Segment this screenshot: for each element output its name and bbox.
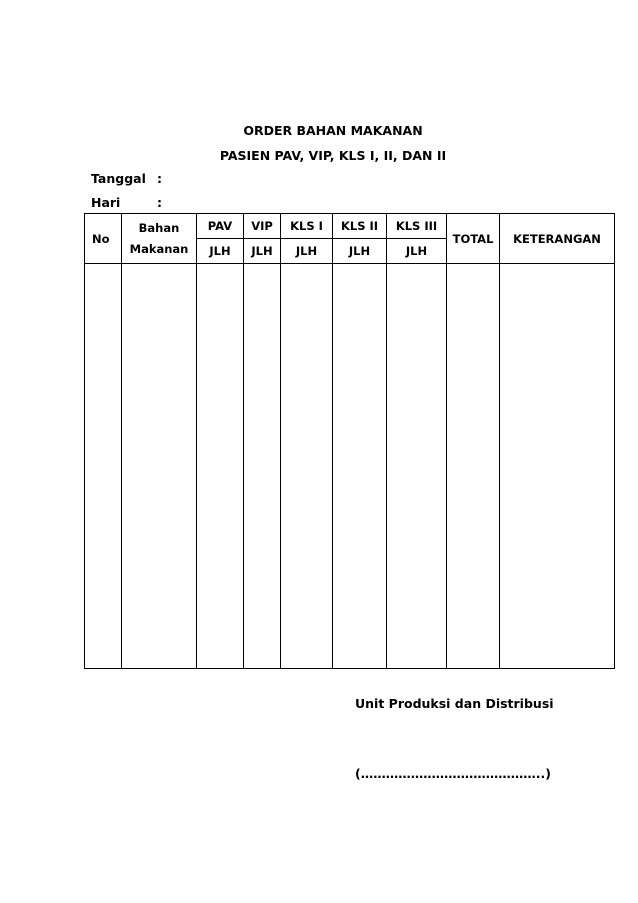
header-notes: KETERANGAN <box>500 214 615 264</box>
day-field <box>91 195 162 210</box>
subheader-jlh-kls1: JLH <box>281 239 333 264</box>
header-no: No <box>85 214 122 264</box>
header-class-kls3: KLS III <box>387 214 447 239</box>
date-label: Tanggal <box>91 171 146 186</box>
header-total: TOTAL <box>447 214 500 264</box>
cell-bahan[interactable] <box>122 264 197 669</box>
cell-kls3[interactable] <box>387 264 447 669</box>
subheader-jlh-vip: JLH <box>244 239 281 264</box>
subheader-jlh-pav: JLH <box>197 239 244 264</box>
cell-no[interactable] <box>85 264 122 669</box>
order-table <box>84 213 615 669</box>
subheader-jlh-kls3: JLH <box>387 239 447 264</box>
signature-unit: Unit Produksi dan Distribusi <box>355 696 554 711</box>
subheader-jlh-kls2: JLH <box>333 239 387 264</box>
signature-line: (……………………………………..) <box>355 766 551 781</box>
header-bahan-bottom: Makanan <box>122 239 197 264</box>
document-subtitle: PASIEN PAV, VIP, KLS I, II, DAN II <box>219 148 447 163</box>
date-separator: : <box>157 171 162 186</box>
cell-kls2[interactable] <box>333 264 387 669</box>
day-label: Hari <box>91 195 121 210</box>
cell-vip[interactable] <box>244 264 281 669</box>
header-class-pav: PAV <box>197 214 244 239</box>
cell-total[interactable] <box>447 264 500 669</box>
cell-notes[interactable] <box>500 264 615 669</box>
date-field <box>91 171 162 186</box>
document-title: ORDER BAHAN MAKANAN <box>243 123 423 138</box>
cell-pav[interactable] <box>197 264 244 669</box>
day-separator: : <box>157 195 162 210</box>
header-class-kls1: KLS I <box>281 214 333 239</box>
table-row <box>85 264 615 669</box>
header-bahan-top: Bahan <box>122 214 197 239</box>
header-class-kls2: KLS II <box>333 214 387 239</box>
header-class-vip: VIP <box>244 214 281 239</box>
cell-kls1[interactable] <box>281 264 333 669</box>
header-row-1 <box>85 214 615 239</box>
